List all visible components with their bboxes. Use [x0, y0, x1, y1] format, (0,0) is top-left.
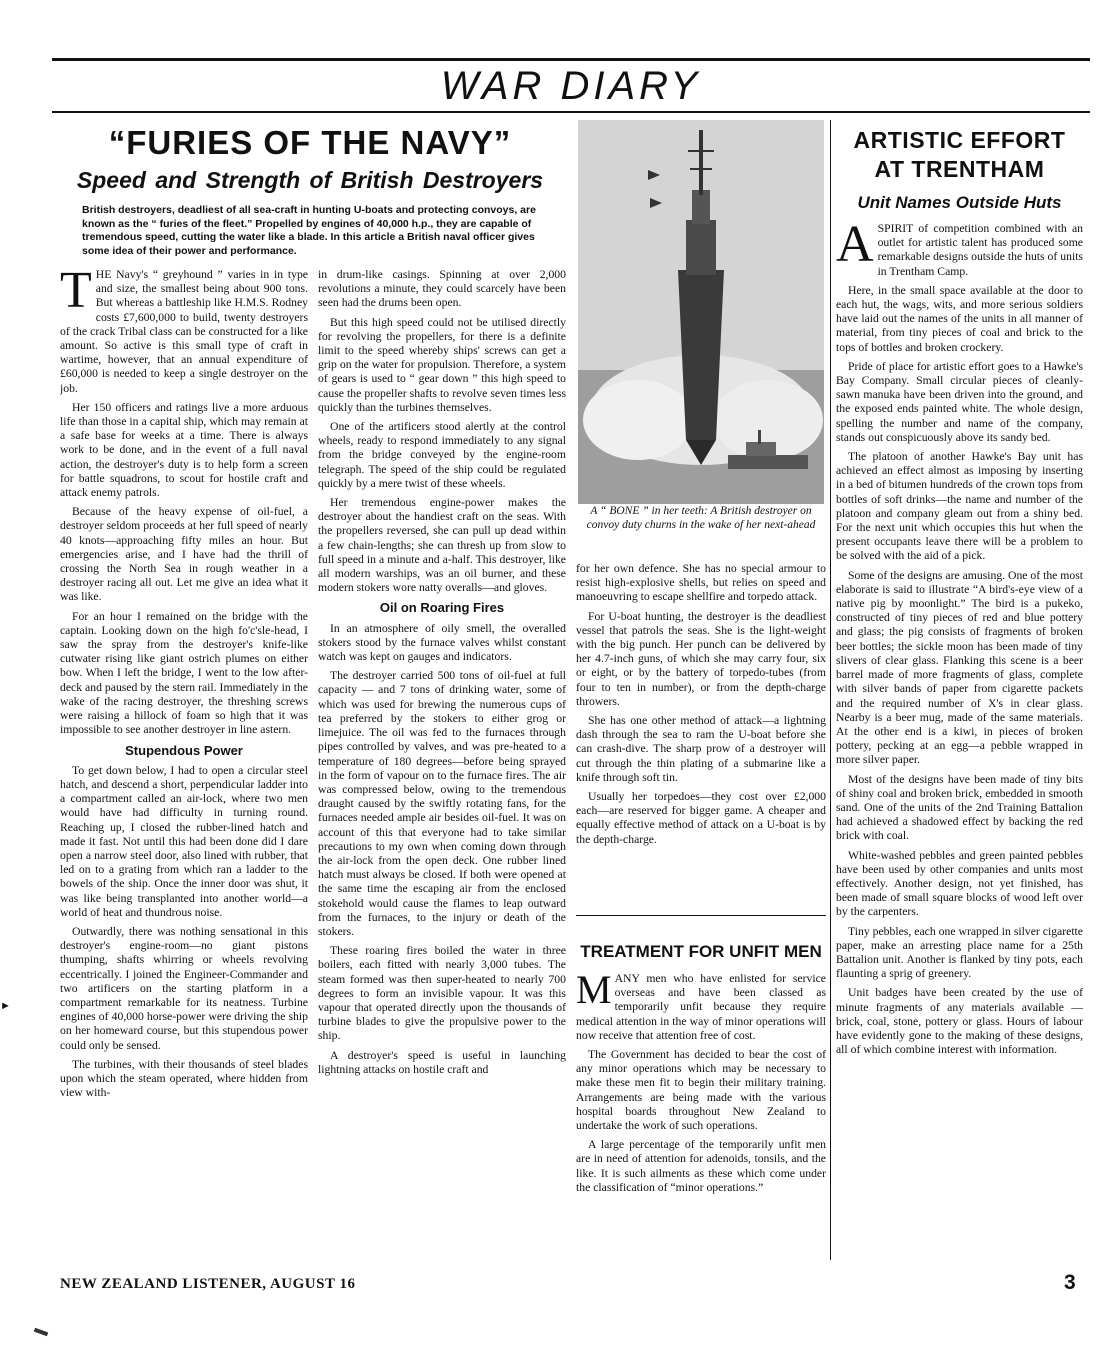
main-article-title: “FURIES OF THE NAVY”	[108, 124, 512, 161]
paragraph: One of the artificers stood alertly at the control wheels, ready to respond immediately to any signal from the bridge conveyed by the engine-room telegraph. The speed of the ship could be regulated quickly by a mere twist of these wheels.	[318, 420, 566, 490]
paragraph: in drum-like casings. Spinning at over 2,000 revolutions a minute, they could scarcely have been seen had the drums been open.	[318, 268, 566, 310]
side-article-title: ARTISTIC EFFORT AT TRENTHAM	[853, 127, 1066, 182]
paragraph: Usually her torpedoes—they cost over £2,000 each—are reserved for bigger game. A cheaper and equally effective method of attack on a U-boat is by the depth-charge.	[576, 790, 826, 846]
paragraph: A destroyer's speed is useful in launching lightning attacks on hostile craft and	[318, 1048, 566, 1076]
column-divider	[830, 120, 831, 1260]
subheading-oil-on-roaring-fires: Oil on Roaring Fires	[379, 600, 505, 616]
side-article-body	[836, 222, 1083, 1262]
paragraph: In an atmosphere of oily smell, the overalled stokers stood by the furnace valves whilst constant watch was kept on gauges and indicators.	[318, 621, 566, 664]
paragraph: For an hour I remained on the bridge with the captain. Looking down on the high fo'c'sle-head, I saw the spray from the destroyer's knife-like cutwater rising like giant ostrich plumes on either bow. When I left the bridge, I went to the low after-deck and paused by the stern rail. Immediately in the wake of the racing destroyer, the threshing screws were raising a hillock of foam so high that it was impossible to see another destroyer in line astern.	[60, 609, 308, 737]
main-article-subtitle: Speed and Strength of British Destroyers	[76, 167, 544, 193]
paragraph: for her own defence. She has no special armour to resist high-explosive shells, but relies on speed and manoeuvring to escape shellfire and torpedo attack.	[576, 562, 826, 604]
paragraph: Most of the designs have been made of tiny bits of shiny coal and broken brick, embedded in smooth sand. One of the units of the 2nd Training Battalion had achieved a shadowed effect by backing the red brick with coal.	[836, 772, 1083, 843]
paragraph: Outwardly, there was nothing sensational in this destroyer's engine-room—no giant pistons thumping, shafts whirring or wheels revolving eccentrically. I joined the Engineer-Commander and two artificers on the starting platform in a compartment remarkable for its neatness. Turbine engines of 40,000 horse-power were driving the ship on her homeward course, but this stupendous power could only be sensed.	[60, 924, 308, 1052]
paragraph: MANY men who have enlisted for service overseas and have been classed as temporarily unfit because they require medical attention in the way of minor operations will now receive that attention free of cost.	[576, 972, 826, 1042]
unfit-article-title: TREATMENT FOR UNFIT MEN	[580, 942, 822, 961]
drop-cap: A	[836, 222, 874, 273]
paragraph: Her 150 officers and ratings live a more arduous life than those in a capital ship, which may remain at a safe base for weeks at a time. There is always work to be done, and in the event of a full naval action, the destroyer's duty is to help form a screen for battle squadrons, to scout for hostile craft and attack enemy patrols.	[60, 400, 308, 500]
page-number: 3	[1064, 1271, 1076, 1294]
main-article-column-3	[576, 562, 826, 907]
drop-cap: T	[60, 268, 92, 319]
main-article-column-1	[60, 268, 308, 1260]
main-article-column-2	[318, 268, 566, 1260]
paragraph: Tiny pebbles, each one wrapped in silver cigarette paper, make an arresting place name for a 25th Battalion unit. Another is flanked by tiny pots, each flaunting a sprig of greenery.	[836, 924, 1083, 981]
paragraph: But this high speed could not be utilised directly for revolving the propellers, for there is a definite limit to the speed whereby ships' screws can get a grip on the water for propulsion. Therefore, a system of gears is used to “ gear down ” this high speed to cause the propeller shafts to revolve seven times less quickly than the turbines themselves.	[318, 315, 566, 414]
paragraph: These roaring fires boiled the water in three boilers, each fitted with nearly 3,000 tubes. The steam formed was then super-heated to nearly 700 degrees to form an invisible vapour. It was this vapour that operated directly upon the thousands of turbine blades to give the propulsive power to the ship.	[318, 944, 566, 1043]
side-article-subtitle: Unit Names Outside Huts	[857, 193, 1062, 212]
subheading-stupendous-power: Stupendous Power	[125, 742, 243, 758]
paragraph: The platoon of another Hawke's Bay unit has achieved an effect almost as imposing by inserting in a bed of bitumen hundreds of the crown tops from bottles of soft drinks—the name and number of the platoon and company gleam out from a shiny bed. For the next unit which occupies this hut when the present occupants leave there will be a problem to be solved with the aid of a pick.	[836, 450, 1083, 563]
paragraph: White-washed pebbles and green painted pebbles have been used by other companies and units most effectively. Another design, not yet finished, has been made of small square blocks of wood left over by the carpenters.	[836, 848, 1083, 919]
paragraph: Her tremendous engine-power makes the destroyer about the handiest craft on the seas. With the propellers reversed, she can pull up dead within a few chain-lengths; she can thresh up from slow to full speed in a minute and a-half. This destroyer, like all modern warships, was an oil burner, and these modern stokers wore natty overalls—and gloves.	[318, 496, 566, 595]
masthead-rule	[52, 111, 1090, 113]
drop-cap: M	[576, 972, 612, 1012]
smudge-mark	[34, 1328, 49, 1337]
paragraph: She has one other method of attack—a lightning dash through the sea to ram the U-boat before she can crash-dive. The sharp prow of a destroyer will cut through the thin plating of a submarine like a knife through soft tin.	[576, 714, 826, 784]
paragraph: Unit badges have been created by the use of minute fragments of any materials available — brick, coal, stone, pottery or glass. Hours of labour have evidently gone to the making of these designs, all of which combine interest with information.	[836, 986, 1083, 1057]
unfit-article-body	[576, 972, 826, 1262]
margin-arrow-icon: ►	[0, 1000, 11, 1012]
paragraph: A large percentage of the temporarily unfit men are in need of attention for adenoids, tonsils, and the like. It is such ailments as these which come under the classification of “minor operations.”	[576, 1138, 826, 1194]
top-rule	[52, 58, 1090, 61]
paragraph: For U-boat hunting, the destroyer is the deadliest vessel that patrols the seas. She is the light-weight with the big punch. Her punch can be delivered by her 4.7-inch guns, of which she may carry four, six or eight, or by the battery of torpedo-tubes (from four to ten in number), or from the depth-charge throwers.	[576, 609, 826, 708]
destroyer-illustration	[578, 120, 824, 504]
paragraph: The turbines, with their thousands of steel blades upon which the steam operated, where hidden from view with-	[60, 1057, 308, 1100]
paragraph: THE Navy's “ greyhound ” varies in in type and size, the smallest being about 900 tons. But whereas a battleship like H.M.S. Rodney costs £7,600,000 to build, twenty destroyers of the crack Tribal class can be constructed for a like amount. So active is this small type of craft in wartime, however, that an annual expenditure of £60,000 is needed to keep a single destroyer on the job.	[60, 268, 308, 395]
footer-publication: NEW ZEALAND LISTENER, AUGUST 16	[60, 1276, 356, 1292]
paragraph: The Government has decided to bear the cost of any minor operations which may be necessary to make these men fit to begin their military training. Arrangements are being made with the various hospital boards throughout New Zealand to undertake the work of such operations.	[576, 1048, 826, 1133]
paragraph: Because of the heavy expense of oil-fuel, a destroyer seldom proceeds at her full speed of nearly 40 knots—approaching fifty miles an hour. But emergencies arise, and I have had the thrill of crossing the North Sea in rough weather in a destroyer racing all out. Let me give an idea what it was like.	[60, 505, 308, 604]
destroyer-photo	[578, 120, 824, 504]
paragraph: ASPIRIT of competition combined with an outlet for artistic talent has produced some remarkable designs outside the huts of units in Trentham Camp.	[836, 222, 1083, 278]
paragraph: Some of the designs are amusing. One of the most elaborate is said to illustrate “A bird's-eye view of a native pig by moonlight.” The bird is a pukeko, constructed of tiny pieces of red and blue pottery and glass; the pig consists of fragments of broken beer bottles; the sickle moon has been made of tiny slivers of clear glass. Flanking this scene is a beer barrel made of more fragments of glass, complete with silver bands of paper from cigarette packets and the required number of X's in clear glass. Nearby is a beer mug, made of the same materials. At the other end is a kiwi, in pieces of broken pottery, pecking at an egg—a pebble wrapped in more silver paper.	[836, 568, 1083, 767]
paragraph: Here, in the small space available at the door to each hut, the wags, wits, and more serious soldiers have laid out the names of the units in all manner of material, from tiny pieces of coal and brick to the tops of bottles and broken crockery.	[836, 283, 1083, 354]
section-divider	[576, 915, 826, 916]
paragraph: The destroyer carried 500 tons of oil-fuel at full capacity — and 7 tons of drinking water, some of which was used for brewing the numerous cups of tea preferred by the stokers to either grog or limejuice. The oil was fed to the furnaces through pipes controlled by valves, and was pre-heated to a temperature of 180 degrees—before being sprayed in the form of vapour on to the furnace fires. The air was compressed below, owing to the tremendous draught caused by the swiftly rotating fans, for the furnaces needed ample air besides oil-fuel. It was on account of this that everyone had to take similar precautions to my own when coming down through the air-lock from the open deck. One rubber lined hatch must always be closed. If both were opened at the same time the escaping air from the enclosed stokehold would cause the flames to leap outward from the furnaces, to the injury or death of the stokers.	[318, 669, 566, 938]
paragraph: Pride of place for artistic effort goes to a Hawke's Bay Company. Small circular pieces of cleanly-sawn manuka have been driven into the ground, and the exposed ends painted white. The whole design, spelling the number and name of the company, stands out conspicuously above its sandy bed.	[836, 359, 1083, 444]
paragraph: To get down below, I had to open a circular steel hatch, and descend a short, perpendicular ladder into a compartment called an air-lock, where two men would have had difficulty in turning round. Reaching up, I closed the rubber-lined hatch and made it fast. Not until this had been done did I dare open a narrow steel door, also lined with rubber, that led on to a grating from which ran a ladder to the bowels of the ship. Once the inner door was shut, it was like being transplanted into another world—a world of heat and thundrous noise.	[60, 763, 308, 919]
masthead: WAR DIARY	[440, 64, 702, 108]
main-article-intro: British destroyers, deadliest of all sea-craft in hunting U-boats and protecting convoys, are known as the “ furies of the fleet.” Propelled by engines of 40,000 h.p., they are capable of tremendous speed, cutting the water like a blade. In this article a British naval officer gives some idea of their power and performance.	[82, 204, 536, 257]
photo-caption: A “ BONE ” in her teeth: A British destroyer on convoy duty churns in the wake of her next-ahead	[586, 505, 816, 531]
